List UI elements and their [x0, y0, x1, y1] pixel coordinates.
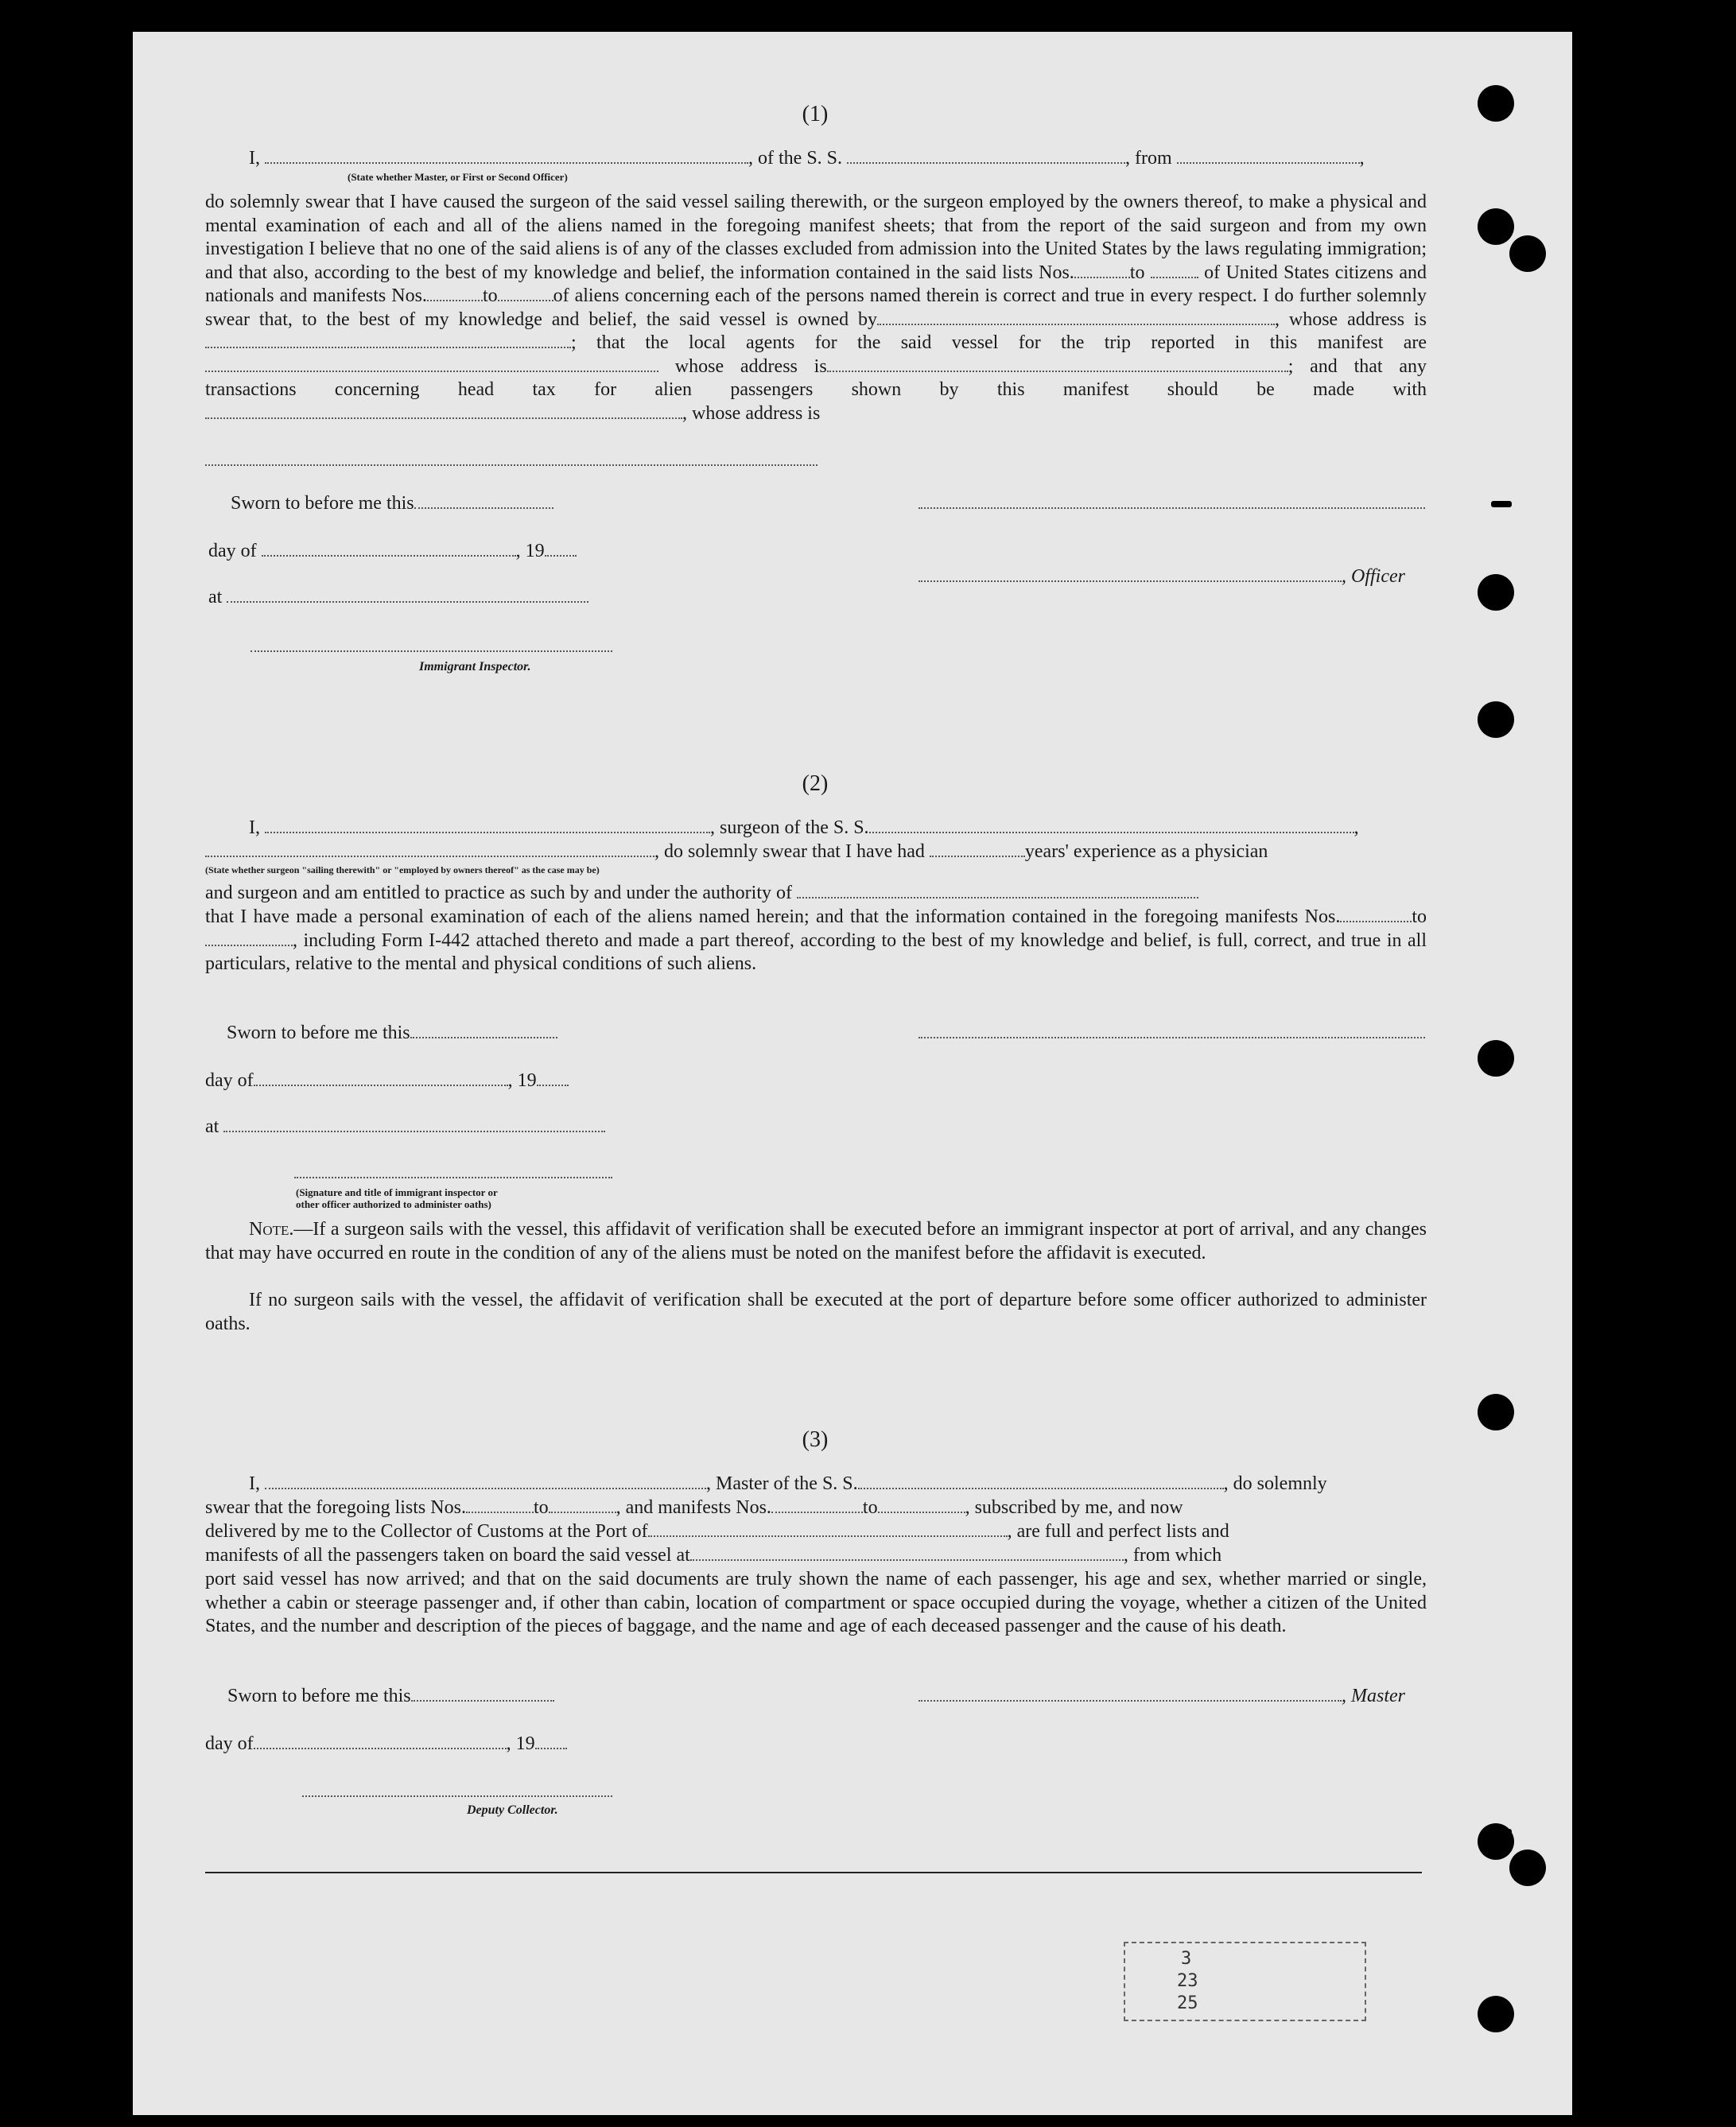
s2-day [205, 1070, 569, 1092]
s1-at [208, 587, 588, 608]
s1-to-2: to [482, 285, 498, 306]
head-tax-address-blank[interactable] [205, 450, 818, 466]
local-agents-blank[interactable] [205, 356, 658, 372]
stamp-row-2: 23 [1177, 1971, 1198, 1991]
manifests-from-blank[interactable] [427, 285, 483, 301]
s2-paragraph [205, 906, 1427, 976]
s1-text-e: whose address is [674, 355, 827, 377]
s1-day [208, 541, 577, 562]
s3-onboard-port-blank[interactable] [690, 1545, 1124, 1561]
s1-address-label-2: , whose address is [682, 402, 821, 424]
s2-surgeon-label: , surgeon of the S. S. [710, 817, 869, 838]
s3-vessel-blank[interactable] [858, 1473, 1224, 1489]
s1-comma: , [1359, 148, 1365, 169]
s1-paragraph [205, 191, 1427, 425]
s3-day-label: day of [205, 1733, 254, 1754]
tally-stamp [1124, 1942, 1366, 2021]
owner-address-blank[interactable] [205, 332, 571, 348]
s1-inspector-line [250, 636, 612, 658]
s2-note-2-text: If no surgeon sails with the vessel, the affidavit of verification shall be executed at the port of departure before some officer authorized to administer oaths. [205, 1290, 1427, 1334]
s2-at-blank[interactable] [223, 1116, 605, 1132]
s3-sworn-label: Sworn to before me this [227, 1686, 411, 1706]
s3-master-sig-label: , Master [1342, 1686, 1405, 1706]
s1-officer-line [918, 566, 1405, 588]
s3-day-blank[interactable] [254, 1733, 507, 1749]
s1-at-blank[interactable] [227, 587, 588, 603]
s2-note-2 [205, 1289, 1427, 1336]
s1-officer-hint: (State whether Master, or First or Second Officer) [348, 171, 568, 183]
vessel-name-blank[interactable] [847, 148, 1125, 164]
s1-line-1 [249, 148, 1365, 169]
s1-text-d: that the local agents for the said vessel for the trip reported in this manifest are [596, 332, 1427, 353]
s3-port-blank[interactable] [648, 1521, 1008, 1537]
s3-lists-to-blank[interactable] [549, 1497, 616, 1513]
s2-i: I, [249, 817, 260, 838]
stamp-row-3: 25 [1177, 1993, 1198, 2013]
s3-manifests-text: , and manifests Nos. [616, 1497, 771, 1518]
s3-line-1 [249, 1473, 1327, 1495]
s1-sworn-label: Sworn to before me this [231, 493, 414, 514]
s3-master-name-blank[interactable] [265, 1473, 706, 1489]
s1-inspector-label: Immigrant Inspector. [419, 660, 531, 673]
s2-inspector-sig-blank[interactable] [294, 1162, 612, 1178]
section-2-heading: (2) [802, 771, 829, 796]
s3-lists-from-blank[interactable] [466, 1497, 534, 1513]
s2-year-blank[interactable] [537, 1070, 569, 1086]
s1-officer-sig-line [918, 493, 1425, 514]
punch-hole [1478, 85, 1514, 122]
s2-note-label: Note. [249, 1219, 294, 1240]
s1-to: to [1129, 262, 1145, 283]
s2-swear-text: , do solemnly swear that I have had [654, 841, 925, 862]
s3-collector-sig-blank[interactable] [302, 1781, 612, 1797]
s3-to: to [533, 1497, 549, 1518]
s1-inspector-sig-blank[interactable] [250, 636, 612, 652]
s3-master-sig-line [918, 1686, 1405, 1707]
agents-address-blank[interactable] [827, 356, 1288, 372]
s3-full-perfect-text: , are full and perfect lists and [1007, 1521, 1229, 1542]
s2-comma: , [1353, 817, 1359, 838]
s3-sworn-blank[interactable] [411, 1686, 554, 1702]
s1-text-c: of aliens concerning each of the persons named therein is correct and true in every respect. I do further solemnly swear that, to the best of my knowledge and belief, the said vessel is owned by [205, 285, 1427, 330]
s1-from-label: , from [1125, 148, 1172, 169]
s2-year-label: , 19 [507, 1070, 537, 1091]
s3-line-4 [205, 1545, 1221, 1566]
lists-from-blank[interactable] [1074, 262, 1130, 278]
s1-day-label: day of [208, 541, 257, 561]
s1-text-a: do solemnly swear that I have caused the surgeon of the said vessel sailing therewith, or the surgeon employed by the owners thereof, to make a physical and mental examination of each and all of the aliens named in the foregoing manifest sheets; that from the report of the said surgeon and from my own investigation I believe that no one of the said aliens is of any of the classes excluded from admission into the United States by the laws regulating immigration; and that also, according to the best of my knowledge and belief, the information contained in the said lists Nos. [205, 192, 1427, 283]
s2-at [205, 1116, 605, 1138]
s3-year-blank[interactable] [535, 1733, 567, 1749]
s2-to: to [1412, 906, 1427, 927]
section-3-heading: (3) [802, 1427, 829, 1452]
punch-hole [1478, 574, 1514, 611]
s2-sig-hint-2: other officer authorized to administer oaths) [296, 1198, 491, 1210]
s3-line-3 [205, 1521, 1229, 1543]
s2-day-label: day of [205, 1070, 254, 1091]
s1-officer-label: , Officer [1342, 566, 1405, 587]
officer-title-blank[interactable] [265, 148, 748, 164]
s2-sig-blank[interactable] [918, 1023, 1425, 1038]
s1-officer-name-blank[interactable] [918, 566, 1342, 582]
s2-body-a: that I have made a personal examination of each of the aliens named herein; and that the information contained in the foregoing manifests Nos. [205, 906, 1341, 927]
s2-body-b: , including Form I-442 attached thereto and made a part thereof, according to the best of my knowledge and belief, is full, correct, and true in all particulars, relative to the mental and physical conditions of such aliens. [205, 930, 1427, 974]
s3-collector-line [302, 1781, 612, 1803]
s3-day [205, 1733, 567, 1755]
lists-to-blank[interactable] [1151, 262, 1198, 278]
s2-sig-hint-1: (Signature and title of immigrant inspector or [296, 1186, 498, 1198]
s2-sworn-blank[interactable] [410, 1023, 557, 1038]
s2-sworn [227, 1023, 557, 1044]
s2-vessel-blank[interactable] [869, 817, 1354, 833]
s1-at-label: at [208, 587, 223, 607]
from-port-blank[interactable] [1177, 148, 1360, 164]
s1-sworn-blank[interactable] [414, 493, 553, 509]
s2-line-3 [205, 883, 1198, 904]
s2-surgeon-name-blank[interactable] [265, 817, 710, 833]
s1-address-line [205, 450, 818, 472]
s2-years-text: years' experience as a physician [1024, 841, 1268, 862]
s2-authority-blank[interactable] [797, 883, 1198, 899]
paper-mark [1491, 1829, 1512, 1835]
s3-collector-text: delivered by me to the Collector of Customs at the Port of [205, 1521, 648, 1542]
punch-hole [1478, 1040, 1514, 1077]
s1-year-blank[interactable] [545, 541, 577, 557]
s2-manifests-from-blank[interactable] [1340, 906, 1412, 922]
s3-year-label: , 19 [506, 1733, 535, 1754]
s2-note-1 [205, 1218, 1427, 1265]
s2-line-2 [205, 841, 1268, 863]
s3-from-which-text: , from which [1123, 1545, 1222, 1566]
s3-line-2 [205, 1497, 1183, 1519]
s1-sworn [231, 493, 553, 514]
punch-hole [1478, 1394, 1514, 1430]
s3-collector-label: Deputy Collector. [467, 1803, 558, 1817]
s3-manifests-from-blank[interactable] [771, 1497, 863, 1513]
punch-hole [1509, 235, 1546, 272]
s3-to-2: to [862, 1497, 878, 1518]
s2-line-1 [249, 817, 1359, 839]
s1-year-label: , 19 [515, 541, 545, 561]
s1-officer-sig-blank[interactable] [918, 493, 1425, 509]
s1-ss-label: , of the S. S. [748, 148, 843, 169]
s2-sig-line [918, 1023, 1425, 1044]
s3-master-sig-blank[interactable] [918, 1686, 1342, 1702]
punch-hole [1478, 701, 1514, 738]
s3-body: port said vessel has now arrived; and that on the said documents are truly shown the name of each passenger, his age and sex, whether married or single, whether a cabin or steerage passenger and, if other than cabin, location of compartment or space occupied during the voyage, whether a citizen of the United States, and the number and description of the pieces of baggage, and the name and age of each deceased passenger and the cause of his death. [205, 1569, 1427, 1636]
s3-manifests-to-blank[interactable] [878, 1497, 965, 1513]
s3-i: I, [249, 1473, 260, 1494]
s1-address-label: , whose address is [1274, 309, 1427, 330]
s1-i: I, [249, 148, 260, 169]
punch-hole [1509, 1849, 1546, 1886]
head-tax-blank[interactable] [205, 403, 682, 419]
paper-mark [1491, 501, 1512, 507]
s1-semicolon: ; [571, 332, 577, 353]
s1-text-b: of United States citizens and nationals and manifests Nos. [205, 262, 1427, 306]
s3-master-label: , Master of the S. S. [706, 1473, 858, 1494]
owner-blank[interactable] [877, 309, 1275, 325]
s1-day-blank[interactable] [262, 541, 516, 557]
s2-sworn-label: Sworn to before me this [227, 1023, 410, 1043]
s3-lists-text: swear that the foregoing lists Nos. [205, 1497, 466, 1518]
s2-years-blank[interactable] [930, 841, 1025, 857]
s1-text-f: ; and that any transactions concerning head tax for alien passengers shown by this manifest should be made with [205, 355, 1427, 400]
s2-sailing-blank[interactable] [205, 841, 654, 857]
s3-subscribed-text: , subscribed by me, and now [965, 1497, 1183, 1518]
bottom-rule [205, 1872, 1422, 1873]
manifests-to-blank[interactable] [498, 285, 553, 301]
punch-hole [1478, 208, 1514, 245]
s3-sworn [227, 1686, 554, 1707]
stamp-row-1: 3 [1181, 1949, 1192, 1969]
s2-authority-text: and surgeon and am entitled to practice as such by and under the authority of [205, 883, 792, 903]
s2-inspector-line [294, 1162, 612, 1184]
s2-at-label: at [205, 1116, 219, 1137]
punch-hole [1478, 1996, 1514, 2032]
s2-manifests-to-blank[interactable] [205, 930, 293, 946]
s3-swear-label: , do solemnly [1223, 1473, 1327, 1494]
s2-day-blank[interactable] [254, 1070, 508, 1086]
s3-onboard-text: manifests of all the passengers taken on board the said vessel at [205, 1545, 690, 1566]
s2-note-text: —If a surgeon sails with the vessel, this affidavit of verification shall be executed before an immigrant inspector at port of arrival, and any changes that may have occurred en route in the condition of any of the aliens must be noted on the manifest before the affidavit is executed. [205, 1219, 1427, 1263]
s3-paragraph [205, 1568, 1427, 1639]
section-1-heading: (1) [802, 102, 829, 126]
s2-sailing-hint: (State whether surgeon "sailing therewith" or "employed by owners thereof" as the case may be) [205, 864, 600, 875]
